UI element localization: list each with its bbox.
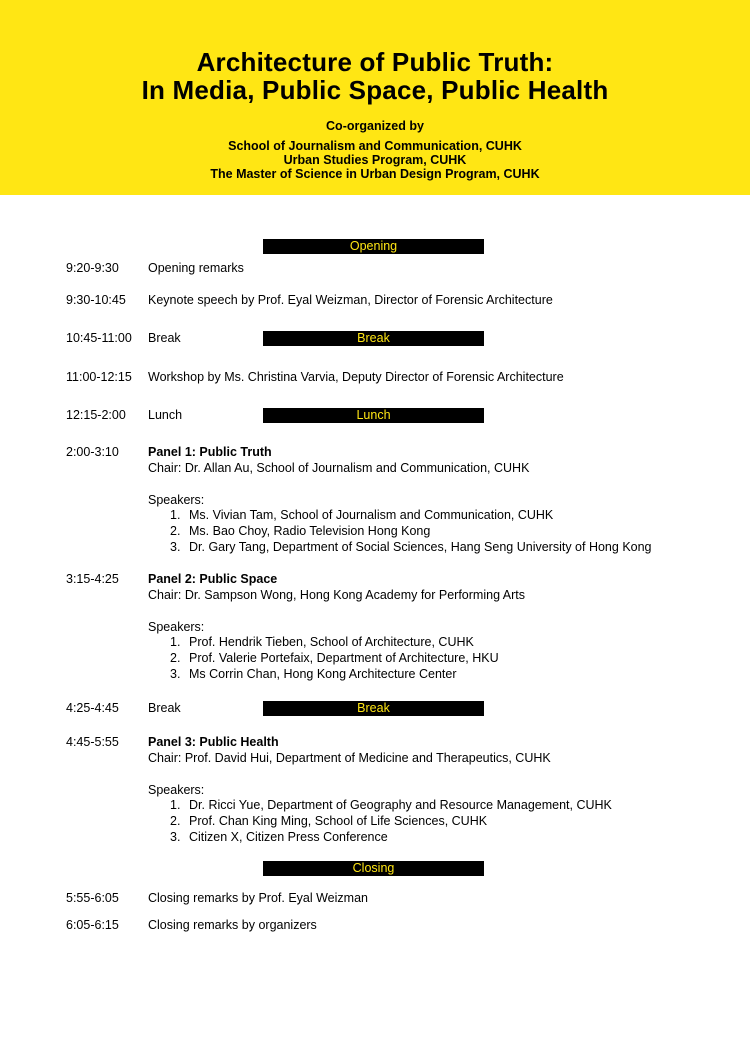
schedule-time: 4:45-5:55 [66, 735, 119, 749]
section-bar-break: Break [263, 331, 484, 346]
speaker-name: Dr. Gary Tang, Department of Social Sciences, Hang Seng University of Hong Kong [189, 540, 652, 554]
schedule-desc: Opening remarks [148, 261, 244, 275]
panel-chair: Chair: Prof. David Hui, Department of Medicine and Therapeutics, CUHK [148, 751, 551, 765]
section-bar-opening: Opening [263, 239, 484, 254]
section-bar-lunch: Lunch [263, 408, 484, 423]
speaker-name: Prof. Chan King Ming, School of Life Sciences, CUHK [189, 814, 488, 828]
header-banner [0, 0, 750, 195]
speaker-name: Prof. Hendrik Tieben, School of Architecture, CUHK [189, 635, 474, 649]
page-title [0, 48, 750, 104]
schedule-desc: Closing remarks by organizers [148, 918, 317, 932]
panel-chair: Chair: Dr. Allan Au, School of Journalism and Communication, CUHK [148, 461, 530, 475]
organizer-2: Urban Studies Program, CUHK [283, 153, 467, 167]
organizer-3: The Master of Science in Urban Design Program, CUHK [210, 167, 540, 181]
speaker-number: 1. [170, 635, 181, 649]
schedule-desc: Keynote speech by Prof. Eyal Weizman, Director of Forensic Architecture [148, 293, 553, 307]
panel-title: Panel 3: Public Health [148, 735, 279, 749]
schedule-time: 4:25-4:45 [66, 701, 119, 715]
speaker-name: Ms. Vivian Tam, School of Journalism and Communication, CUHK [189, 508, 554, 522]
speaker-number: 1. [170, 508, 181, 522]
schedule-time: 6:05-6:15 [66, 918, 119, 932]
speaker-name: Ms Corrin Chan, Hong Kong Architecture Center [189, 667, 457, 681]
speaker-name: Ms. Bao Choy, Radio Television Hong Kong [189, 524, 431, 538]
schedule-desc: Workshop by Ms. Christina Varvia, Deputy Director of Forensic Architecture [148, 370, 564, 384]
speaker-number: 3. [170, 540, 181, 554]
organizer-1: School of Journalism and Communication, CUHK [228, 139, 522, 153]
title-line-2: In Media, Public Space, Public Health [141, 75, 609, 105]
speaker-number: 2. [170, 651, 181, 665]
schedule-time: 5:55-6:05 [66, 891, 119, 905]
schedule-desc: Break [148, 701, 181, 715]
speakers-label: Speakers: [148, 783, 205, 797]
schedule-time: 9:20-9:30 [66, 261, 119, 275]
speaker-number: 2. [170, 814, 181, 828]
schedule-time: 10:45-11:00 [66, 331, 132, 345]
panel-chair: Chair: Dr. Sampson Wong, Hong Kong Academy for Performing Arts [148, 588, 526, 602]
speaker-number: 2. [170, 524, 181, 538]
schedule-desc: Closing remarks by Prof. Eyal Weizman [148, 891, 368, 905]
speaker-name: Dr. Ricci Yue, Department of Geography and Resource Management, CUHK [189, 798, 612, 812]
schedule-time: 3:15-4:25 [66, 572, 119, 586]
speaker-number: 3. [170, 667, 181, 681]
panel-title: Panel 1: Public Truth [148, 445, 272, 459]
schedule-desc: Lunch [148, 408, 183, 422]
coorganized-label: Co-organized by [326, 119, 424, 133]
title-line-1: Architecture of Public Truth: [196, 47, 554, 77]
speakers-label: Speakers: [148, 620, 205, 634]
speaker-name: Prof. Valerie Portefaix, Department of Architecture, HKU [189, 651, 499, 665]
section-bar-break-2: Break [263, 701, 484, 716]
speakers-label: Speakers: [148, 493, 205, 507]
schedule-time: 9:30-10:45 [66, 293, 126, 307]
schedule-time: 12:15-2:00 [66, 408, 126, 422]
speaker-number: 3. [170, 830, 181, 844]
schedule-time: 11:00-12:15 [66, 370, 132, 384]
schedule-time: 2:00-3:10 [66, 445, 119, 459]
speaker-number: 1. [170, 798, 181, 812]
schedule-desc: Break [148, 331, 181, 345]
panel-title: Panel 2: Public Space [148, 572, 278, 586]
speaker-name: Citizen X, Citizen Press Conference [189, 830, 388, 844]
section-bar-closing: Closing [263, 861, 484, 876]
